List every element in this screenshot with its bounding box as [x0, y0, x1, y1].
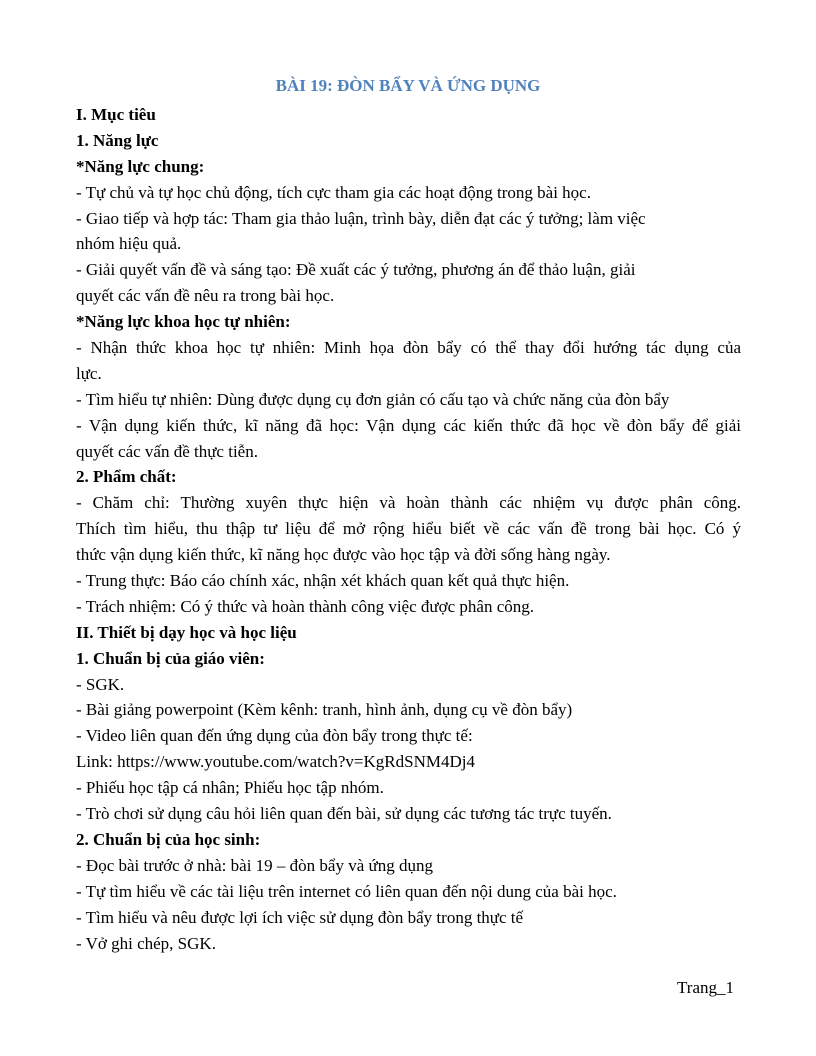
text-line: quyết các vấn đề thực tiễn. [76, 441, 258, 461]
text-line: - Đọc bài trước ở nhà: bài 19 – đòn bẩy và ứng dụng [76, 855, 433, 875]
text-line: - Tự tìm hiểu về các tài liệu trên internet có liên quan đến nội dung của bài học. [76, 881, 617, 901]
text-line: - Chăm chỉ: Thường xuyên thực hiện và hoàn thành các nhiệm vụ được phân công. [76, 493, 741, 513]
text-line: nhóm hiệu quả. [76, 234, 182, 254]
document-title: BÀI 19: ĐÒN BẨY VÀ ỨNG DỤNG [275, 76, 541, 95]
text-line: - Vở ghi chép, SGK. [76, 933, 216, 953]
text-line: Thích tìm hiểu, thu thập tư liệu để mở rộng hiểu biết về các vấn đề trong bài học. Có ý [76, 519, 741, 539]
section-heading: 1. Chuẩn bị của giáo viên: [76, 648, 265, 668]
text-line: - Video liên quan đến ứng dụng của đòn bẩy trong thực tế: [76, 726, 473, 746]
text-line: Link: https://www.youtube.com/watch?v=KgRdSNM4Dj4 [76, 752, 475, 772]
text-line: lực. [76, 363, 102, 383]
text-line: - Trách nhiệm: Có ý thức và hoàn thành công việc được phân công. [76, 596, 534, 616]
text-line: - Nhận thức khoa học tự nhiên: Minh họa đòn bẩy có thể thay đổi hướng tác dụng của [76, 338, 741, 358]
text-line: quyết các vấn đề nêu ra trong bài học. [76, 286, 335, 306]
text-line: - Trung thực: Báo cáo chính xác, nhận xét khách quan kết quả thực hiện. [76, 571, 570, 591]
text-line: - Phiếu học tập cá nhân; Phiếu học tập nhóm. [76, 778, 384, 798]
page-number: Trang_1 [677, 978, 734, 997]
section-heading: 2. Chuẩn bị của học sinh: [76, 829, 261, 849]
text-line: - Trò chơi sử dụng câu hỏi liên quan đến bài, sử dụng các tương tác trực tuyến. [76, 804, 612, 824]
section-heading: 1. Năng lực [76, 130, 159, 150]
text-line: - Bài giảng powerpoint (Kèm kênh: tranh, hình ảnh, dụng cụ về đòn bẩy) [76, 700, 573, 720]
text-line: - SGK. [76, 674, 125, 694]
section-heading: *Năng lực khoa học tự nhiên: [76, 312, 291, 332]
section-heading: II. Thiết bị dạy học và học liệu [76, 622, 297, 642]
text-line: - Vận dụng kiến thức, kĩ năng đã học: Vận dụng các kiến thức đã học về đòn bẩy để giải [76, 415, 741, 435]
text-line: - Giải quyết vấn đề và sáng tạo: Đề xuất các ý tưởng, phương án để thảo luận, giải [76, 260, 636, 280]
section-heading: *Năng lực chung: [76, 156, 205, 176]
text-line: thức vận dụng kiến thức, kĩ năng học được vào học tập và đời sống hàng ngày. [76, 545, 611, 565]
text-line: - Giao tiếp và hợp tác: Tham gia thảo luận, trình bày, diễn đạt các ý tưởng; làm việc [76, 208, 646, 228]
text-line: - Tìm hiểu tự nhiên: Dùng được dụng cụ đơn giản có cấu tạo và chức năng của đòn bẩy [76, 389, 670, 409]
text-line: - Tự chủ và tự học chủ động, tích cực tham gia các hoạt động trong bài học. [76, 182, 591, 202]
document-body [76, 102, 741, 956]
text-line: - Tìm hiểu và nêu được lợi ích việc sử dụng đòn bẩy trong thực tế [76, 907, 524, 927]
section-heading: 2. Phẩm chất: [76, 467, 177, 487]
section-heading: I. Mục tiêu [76, 105, 156, 124]
